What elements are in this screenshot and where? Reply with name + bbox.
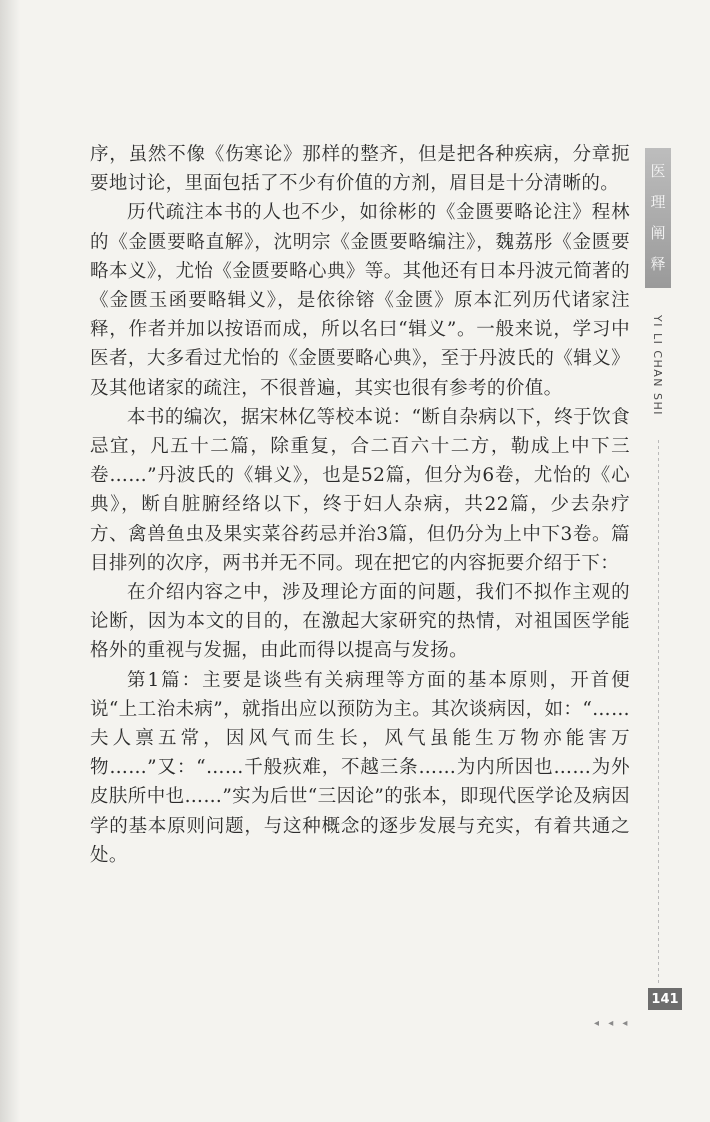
page-gutter-shadow: [0, 0, 20, 1122]
page-number-badge: [648, 988, 682, 1010]
section-side-tab: [645, 148, 671, 288]
paragraph-edition-structure: 本书的编次，据宋林亿等校本说：“断自杂病以下，终于饮食忌宜，凡五十二篇，除重复，合二百六十二方，勒成上中下三卷……”丹波氏的《辑义》，也是52篇，但分为6卷，尤怡的《心典》，断自脏腑经络以下，终于妇人杂病，共22篇，少去杂疗方、禽兽鱼虫及果实菜谷药忌并治3篇，但仍分为上中下3卷。篇目排列的次序，两书并无不同。现在把它的内容扼要介绍于下：: [90, 406, 630, 574]
side-romanization: [646, 300, 670, 430]
side-dotted-rule: [658, 440, 659, 985]
side-tab-char-2: 理: [650, 193, 666, 211]
paragraph-continuation: 序，虽然不像《伤寒论》那样的整齐，但是把各种疾病，分章扼要地讨论，里面包括了不少有价值的方剂，眉目是十分清晰的。: [90, 144, 630, 195]
footer-arrows-icon: ◂ ◂ ◂: [594, 1018, 631, 1029]
page-number: 141: [651, 991, 679, 1007]
body-text: [90, 140, 630, 870]
side-tab-char-3: 阐: [650, 224, 666, 242]
side-tab-char-1: 医: [650, 162, 666, 180]
paragraph-purpose: 在介绍内容之中，涉及理论方面的问题，我们不拟作主观的论断，因为本文的目的，在激起大家研究的热情，对祖国医学能格外的重视与发掘，由此而得以提高与发扬。: [90, 582, 630, 662]
side-romanization-text: YI LI CHAN SHI: [651, 314, 665, 416]
side-tab-char-4: 释: [650, 255, 666, 273]
paragraph-chapter-one: 第1篇：主要是谈些有关病理等方面的基本原则，开首便说“上工治未病”，就指出应以预防为主。其次谈病因，如：“……夫人禀五常，因风气而生长，风气虽能生万物亦能害万物……”又：“……千般疢难，不越三条……为内所因也……为外皮肤所中也……”实为后世“三因论”的张本，即现代医学论及病因学的基本原则问题，与这种概念的逐步发展与充实，有着共通之处。: [90, 669, 630, 866]
paragraph-commentaries: 历代疏注本书的人也不少，如徐彬的《金匮要略论注》程林的《金匮要略直解》，沈明宗《金匮要略编注》，魏荔彤《金匮要略本义》，尤怡《金匮要略心典》等。其他还有日本丹波元简著的《金匮玉函要略辑义》，是依徐镕《金匮》原本汇列历代诸家注释，作者并加以按语而成，所以名曰“辑义”。一般来说，学习中医者，大多看过尤怡的《金匮要略心典》，至于丹波氏的《辑义》及其他诸家的疏注，不很普遍，其实也很有参考的价值。: [90, 202, 630, 399]
